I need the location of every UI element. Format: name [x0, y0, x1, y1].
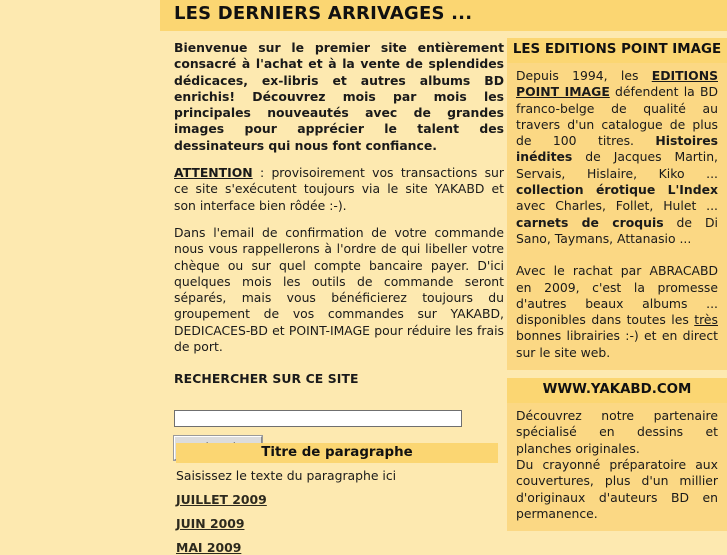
attention-rest: : provisoirement vos transactions sur ce site s'exécutent toujours via le site YAKABD et son interface bien rôdée :-). — [174, 165, 504, 213]
page-header — [0, 0, 727, 31]
paragraph-section — [176, 443, 498, 555]
panel-title-editions-point-image: LES EDITIONS POINT IMAGE — [507, 38, 727, 63]
epi-text-5: de Di Sano, Taymans, Attanasio ... — [516, 214, 718, 246]
month-link-juin[interactable]: JUIN 2009 — [176, 516, 245, 531]
month-link-juillet[interactable]: JUILLET 2009 — [176, 492, 267, 507]
panel-body-yakabd — [507, 403, 727, 531]
month-link-mai[interactable]: MAI 2009 — [176, 540, 242, 555]
panel-editions-point-image — [507, 38, 727, 370]
epi-bold-histoires-inedites: Histoires inédites — [516, 133, 718, 165]
attention-label: ATTENTION — [174, 165, 253, 181]
panel-paragraph-2 — [516, 263, 718, 361]
panel-paragraph-1 — [516, 68, 718, 247]
intro-paragraph: Bienvenue sur le premier site entièrement consacré à l'achat et à la vente de splendides dédicaces, ex-libris et autres albums BD enrichis! Découvrez mois par mois les principales nouveautés avec de grandes images pour apprécier le talent des dessinateurs qui nous font confiance. — [174, 40, 504, 153]
epi-text-4: avec Charles, Follet, Hulet ... — [516, 198, 718, 214]
yakabd-paragraph-2: Du crayonné préparatoire aux couvertures, plus d'un millier d'originaux d'auteurs BD en permanence. — [516, 456, 718, 521]
sidebar — [507, 38, 727, 539]
yakabd-paragraph-1: Découvrez notre partenaire spécialisé en dessins et planches originales. — [516, 408, 718, 456]
epi-text-6: Avec le rachat par ABRACABD en 2009, c'est la promesse d'autres beaux albums ... disponibles dans toutes les — [516, 263, 718, 328]
epi-bold-collection-erotique: collection érotique L'Index — [516, 182, 718, 198]
search-heading: RECHERCHER SUR CE SITE — [174, 371, 359, 387]
epi-text-1: Depuis 1994, les — [516, 68, 652, 83]
epi-bold-carnets-de-croquis: carnets de croquis — [516, 214, 664, 230]
attention-paragraph-2: Dans l'email de confirmation de votre commande nous vous rappellerons à l'ordre de qui libeller votre chèque ou sur quel compte bancaire payer. D'ici quelques mois les outils de commande seront séparés, mais vous bénéficierez toujours du groupement de vos commandes sur YAKABD, DEDICACES-BD et POINT-IMAGE pour réduire les frais de port. — [174, 224, 504, 355]
panel-body-editions-point-image — [507, 63, 727, 370]
epi-text-7: bonnes librairies :-) et en direct sur le site web. — [516, 328, 718, 360]
panel-title-yakabd: WWW.YAKABD.COM — [507, 378, 727, 403]
panel-yakabd — [507, 378, 727, 531]
attention-paragraph — [174, 165, 504, 214]
epi-text-3: de Jacques Martin, Servais, Hislaire, Kiko ... — [516, 149, 718, 181]
epi-link-tres[interactable]: très — [694, 312, 718, 328]
search-input[interactable] — [174, 410, 462, 427]
epi-text-2: défendent la BD franco-belge de qualité au travers d'un catalogue de plus de 100 titres. — [516, 84, 719, 149]
paragraph-title: Titre de paragraphe — [176, 443, 498, 463]
page-title: LES DERNIERS ARRIVAGES ... — [174, 3, 473, 24]
paragraph-text: Saisissez le texte du paragraphe ici — [176, 468, 397, 483]
main-content-column — [174, 40, 504, 460]
epi-link-editions-point-image[interactable]: EDITIONS POINT IMAGE — [516, 68, 718, 100]
